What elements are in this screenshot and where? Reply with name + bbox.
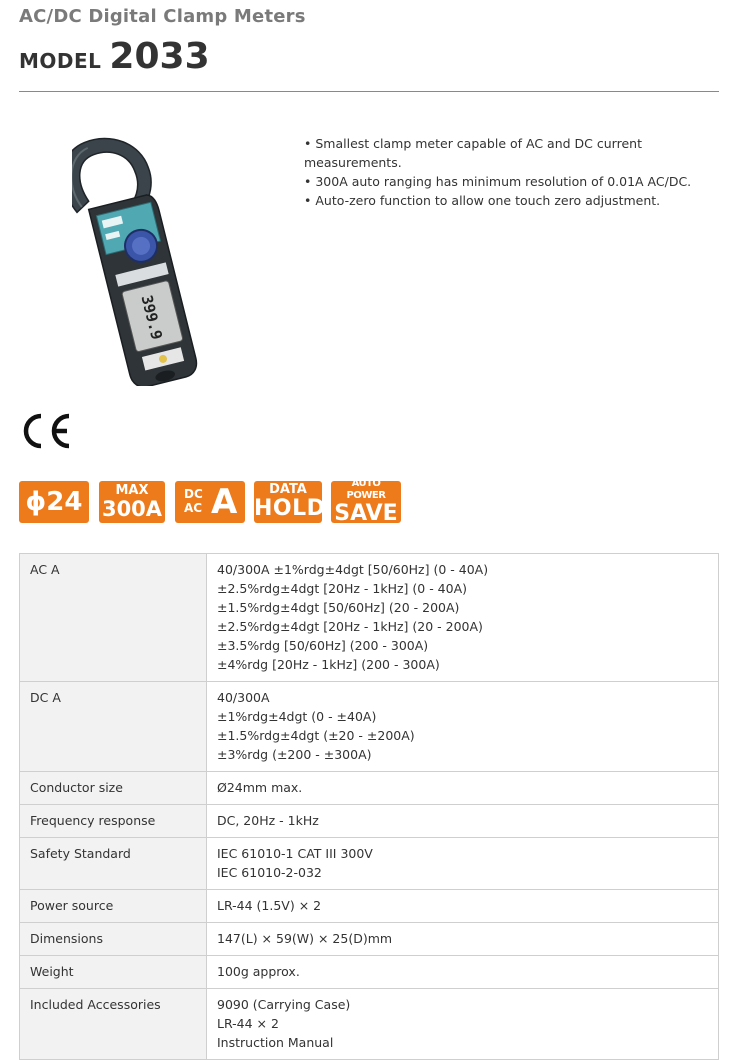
- spec-value-line: ±3.5%rdg [50/60Hz] (200 - 300A): [217, 638, 429, 653]
- badge-data-bottom: HOLD: [254, 496, 326, 521]
- spec-value: [207, 923, 719, 956]
- spec-value-line: IEC 61010-2-032: [217, 865, 322, 880]
- spec-value-line: ±1%rdg±4dgt (0 - ±40A): [217, 709, 377, 724]
- model-number: 2033: [109, 36, 210, 77]
- spec-row: [20, 989, 719, 1060]
- badge-ac-label: AC: [184, 501, 203, 515]
- spec-row: [20, 805, 719, 838]
- spec-value-line: LR-44 (1.5V) × 2: [217, 898, 322, 913]
- spec-value-line: 40/300A ±1%rdg±4dgt [50/60Hz] (0 - 40A): [217, 562, 489, 577]
- page-subtitle: AC/DC Digital Clamp Meters: [19, 6, 306, 27]
- badge-amps-label: A: [211, 482, 238, 522]
- badge-data-top: DATA: [269, 482, 307, 497]
- badge-data-hold: [254, 481, 326, 523]
- spec-value-line: 100g approx.: [217, 964, 300, 979]
- spec-value-line: LR-44 × 2: [217, 1016, 279, 1031]
- spec-value-line: 147(L) × 59(W) × 25(D)mm: [217, 931, 393, 946]
- feature-list: [304, 134, 714, 210]
- spec-value-line: Ø24mm max.: [217, 780, 303, 795]
- spec-row: [20, 923, 719, 956]
- spec-value-line: ±2.5%rdg±4dgt [20Hz - 1kHz] (0 - 40A): [217, 581, 468, 596]
- clamp-meter-image: [72, 128, 212, 386]
- spec-value-line: ±1.5%rdg±4dgt (±20 - ±200A): [217, 728, 415, 743]
- spec-value: [207, 838, 719, 890]
- svg-text:399.9: 399.9: [137, 293, 166, 342]
- spec-label: Safety Standard: [20, 838, 207, 890]
- spec-value: [207, 554, 719, 682]
- spec-value: [207, 682, 719, 772]
- header-divider: [19, 91, 719, 92]
- spec-row: [20, 682, 719, 772]
- feature-item: • Smallest clamp meter capable of AC and DC current measurements.: [304, 136, 642, 170]
- spec-label: Power source: [20, 890, 207, 923]
- spec-label: AC A: [20, 554, 207, 682]
- badge-power-top: AUTO POWER: [346, 478, 386, 501]
- spec-label: Conductor size: [20, 772, 207, 805]
- feature-item: • Auto-zero function to allow one touch zero adjustment.: [304, 193, 661, 208]
- spec-label: Dimensions: [20, 923, 207, 956]
- spec-value: [207, 989, 719, 1060]
- spec-table: [19, 553, 719, 1060]
- spec-value: [207, 956, 719, 989]
- spec-value-line: DC, 20Hz - 1kHz: [217, 813, 319, 828]
- spec-value-line: ±1.5%rdg±4dgt [50/60Hz] (20 - 200A): [217, 600, 460, 615]
- page-title: [19, 36, 210, 77]
- badge-dc-label: DC: [184, 487, 203, 501]
- badge-dc-ac-amps: [175, 481, 245, 523]
- spec-value: [207, 890, 719, 923]
- spec-row: [20, 890, 719, 923]
- badge-auto-power-save: [331, 478, 401, 526]
- spec-value-line: 9090 (Carrying Case): [217, 997, 351, 1012]
- spec-value-line: 40/300A: [217, 690, 270, 705]
- ce-mark-icon: [19, 412, 73, 450]
- spec-value-line: ±3%rdg (±200 - ±300A): [217, 747, 372, 762]
- badge-max-top: MAX: [115, 483, 149, 498]
- feature-item: • 300A auto ranging has minimum resolution of 0.01A AC/DC.: [304, 174, 692, 189]
- model-label: MODEL: [19, 49, 102, 73]
- spec-label: Weight: [20, 956, 207, 989]
- spec-value: [207, 805, 719, 838]
- spec-row: [20, 554, 719, 682]
- spec-row: [20, 772, 719, 805]
- spec-label: Included Accessories: [20, 989, 207, 1060]
- badge-max-bottom: 300A: [101, 497, 163, 521]
- spec-value-line: IEC 61010-1 CAT III 300V: [217, 846, 373, 861]
- badge-jaw-size: ϕ24: [19, 481, 89, 523]
- spec-value-line: ±2.5%rdg±4dgt [20Hz - 1kHz] (20 - 200A): [217, 619, 483, 634]
- spec-value-line: ±4%rdg [20Hz - 1kHz] (200 - 300A): [217, 657, 440, 672]
- spec-label: DC A: [20, 682, 207, 772]
- badge-max-current: [99, 481, 165, 523]
- spec-row: [20, 838, 719, 890]
- spec-value: [207, 772, 719, 805]
- spec-label: Frequency response: [20, 805, 207, 838]
- spec-row: [20, 956, 719, 989]
- badge-power-bottom: SAVE: [334, 501, 398, 526]
- spec-value-line: Instruction Manual: [217, 1035, 334, 1050]
